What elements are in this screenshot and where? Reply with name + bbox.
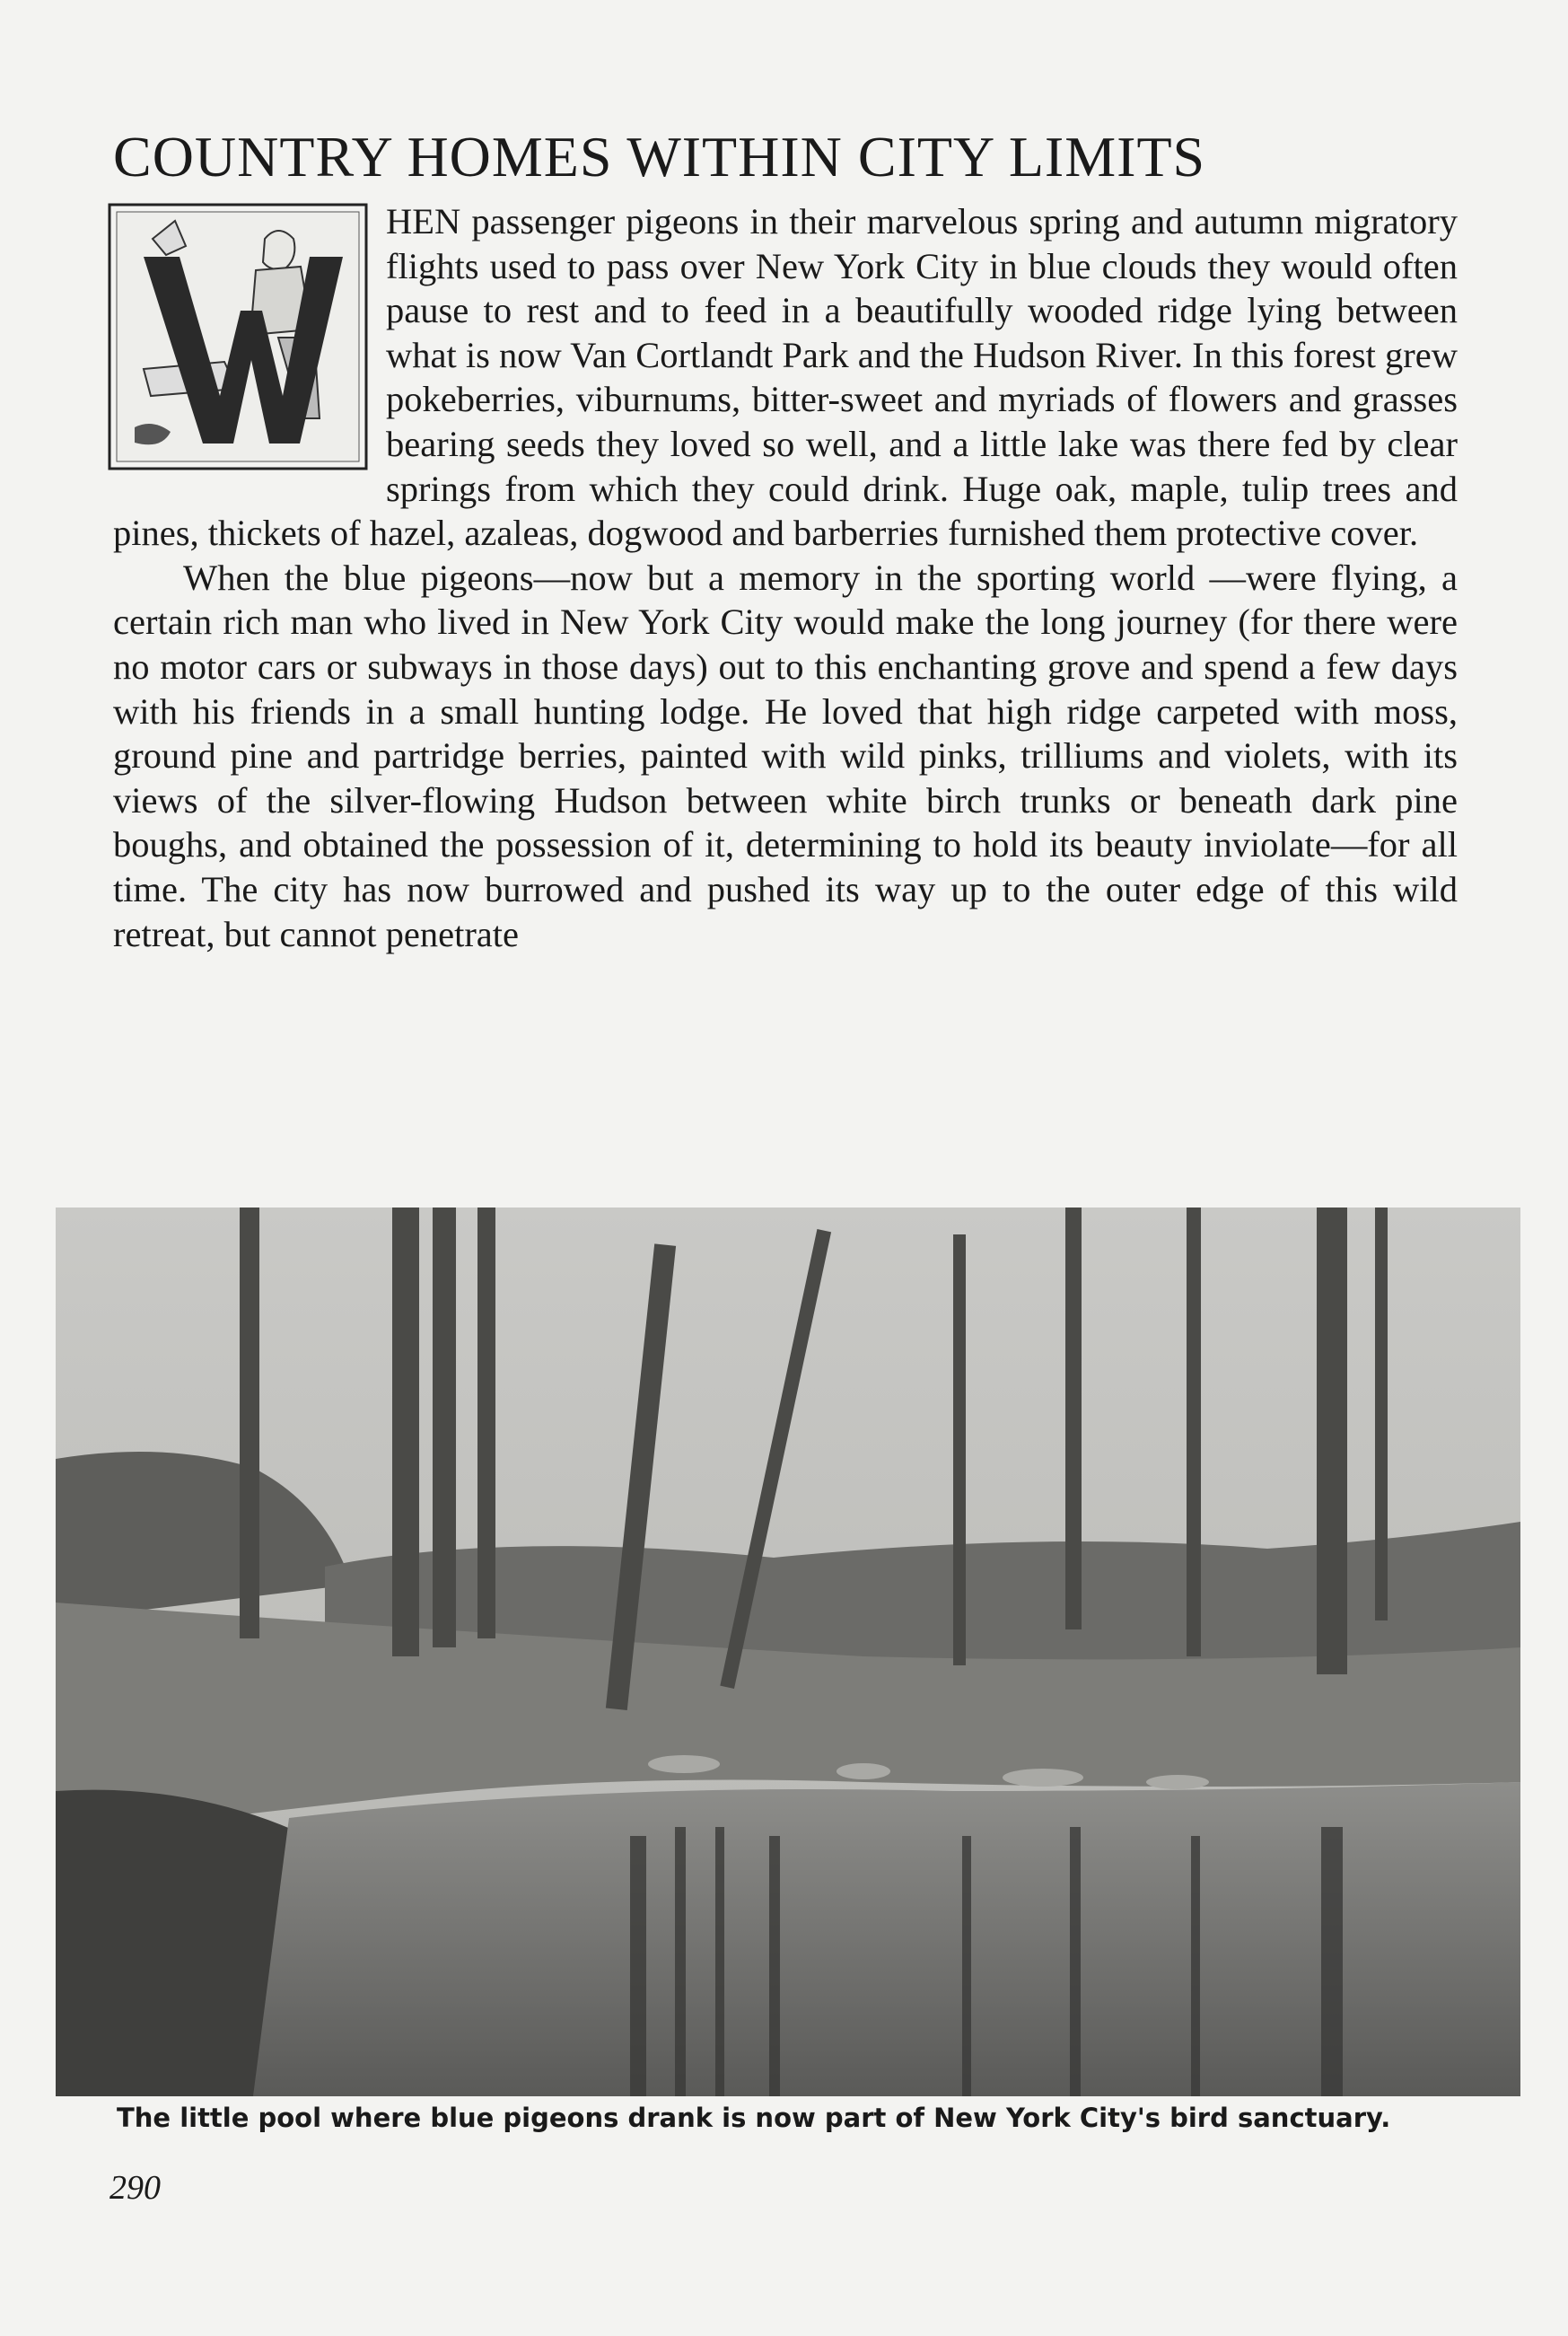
drop-cap-illustration [108,203,368,470]
figure-caption: The little pool where blue pigeons drank is now part of New York City's bird sanctuary. [117,2103,1391,2133]
paragraph-2: When the blue pigeons—now but a memory in the sporting world —were flying, a certain rich man who lived in New York City would make the long journey (for there were no motor cars or subways in those days) out to this enchanting grove and spend a few days with his friends in a small hunting lodge. He loved that high ridge carpeted with moss, ground pine and partridge berries, painted with wild pinks, trilliums and violets, with its views of the silver-flowing Hudson between white birch trunks or beneath dark pine boughs, and obtained the possession of it, determining to hold its beauty inviolate—for all time. The city has now burrowed and pushed its way up to the outer edge of this wild retreat, but cannot penetrate [113,557,1458,954]
article-body [113,199,1458,956]
page-title: COUNTRY HOMES WITHIN CITY LIMITS [113,125,1206,189]
paragraph-1 [113,199,1458,556]
page-number: 290 [109,2169,161,2207]
drop-cap-w-icon [108,203,368,470]
paragraph-1-text: HEN passenger pigeons in their marvelous spring and autumn migratory flights used to pass over New York City in blue clouds they would often pause to rest and to feed in a beautifully wooded ridge lying between what is now Van Cortlandt Park and the Hudson River. In this forest grew pokeberries, viburnums, bitter-sweet and myriads of flowers and grasses bearing seeds they loved so well, and a little lake was there fed by clear springs from which they could drink. Huge oak, maple, tulip trees and pines, thickets of hazel, azaleas, dogwood and barberries furnished them protective cover. [113,201,1458,554]
woodland-pool-image [56,1208,1520,2096]
photograph-pool-in-woods [56,1208,1520,2096]
